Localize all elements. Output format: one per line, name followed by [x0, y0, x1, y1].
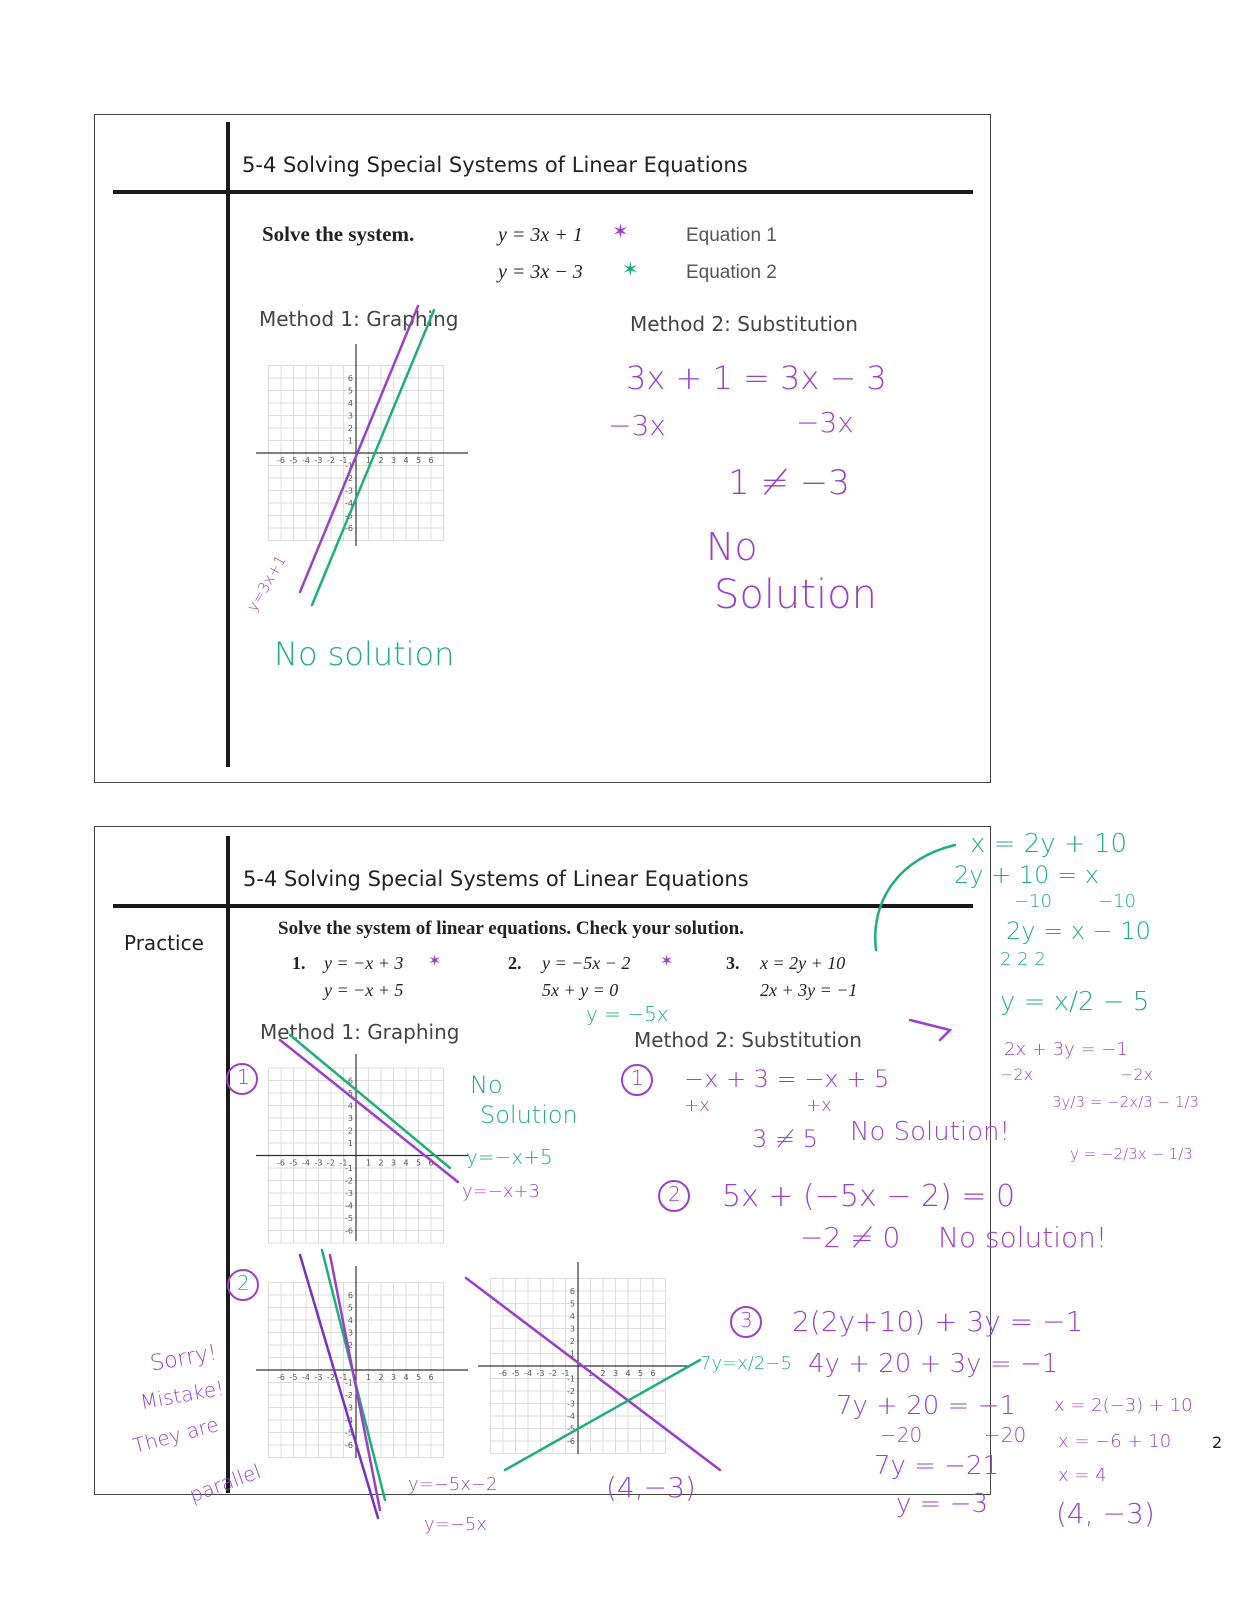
x-tick-label: 2 — [378, 1158, 384, 1168]
sub-answer-line-1: No — [706, 525, 758, 569]
x-tick-label: 3 — [390, 456, 397, 465]
page-number: 2 — [1212, 1433, 1223, 1452]
x-tick-label: -5 — [511, 1369, 520, 1378]
x-tick-label: -1 — [339, 1158, 348, 1168]
coordinate-grid — [252, 1050, 472, 1245]
sub-step-2-right: −3x — [796, 406, 854, 439]
x-tick-label: -3 — [314, 1158, 323, 1168]
x-tick-label: 1 — [365, 456, 372, 465]
problem-1-eq1: y = −x + 3 — [324, 953, 404, 973]
x-tick-label: 6 — [428, 1373, 434, 1382]
method-2-heading-2: Method 2: Substitution — [634, 1028, 862, 1052]
x-tick-label: -4 — [302, 456, 310, 465]
sub3-step-4-left: −20 — [880, 1423, 923, 1447]
sub1-step-2-right: +x — [806, 1095, 832, 1116]
x-tick-label: 4 — [403, 1158, 409, 1168]
problem-2-eq1: y = −5x − 2 — [542, 953, 631, 973]
y-tick-label: -3 — [567, 1399, 575, 1409]
y-tick-label: -6 — [567, 1437, 575, 1446]
margin-step-7: 2x + 3y = −1 — [1004, 1039, 1128, 1060]
equation-2-label: Equation 2 — [686, 262, 777, 283]
margin-step-9: 3y/3 = −2x/3 − 1/3 — [1052, 1093, 1199, 1111]
y-tick-label: 3 — [569, 1324, 575, 1334]
y-tick-label: -3 — [345, 1189, 353, 1198]
y-tick-label: 2 — [347, 1126, 353, 1136]
problem-3-number: 3. — [726, 953, 740, 973]
y-tick-label: 1 — [347, 1139, 353, 1148]
problem-3-eq1: x = 2y + 10 — [760, 953, 846, 973]
y-tick-label: -4 — [567, 1412, 575, 1421]
graph-3-label: 7y=x/2−5 — [700, 1353, 792, 1374]
problem-2-number: 2. — [508, 953, 522, 973]
y-tick-label: 5 — [569, 1299, 575, 1309]
problem-2-rewrite: y = −5x — [586, 1002, 669, 1026]
y-tick-label: 4 — [347, 1101, 353, 1111]
sub-step-1: 3x + 1 = 3x − 3 — [626, 359, 887, 397]
y-tick-label: -1 — [345, 1378, 353, 1388]
circle-3: 3 — [740, 1308, 753, 1332]
sub-step-3: 1 ≠ −3 — [728, 463, 850, 503]
sub-answer-line-2: Solution — [714, 572, 877, 618]
x-step-1: x = 2(−3) + 10 — [1054, 1395, 1193, 1416]
y-tick-label: -6 — [345, 1441, 353, 1450]
margin-step-2: 2y + 10 = x — [954, 861, 1099, 889]
margin-step-3-right: −10 — [1098, 891, 1136, 912]
star-mark-icon: ✶ — [660, 951, 674, 970]
y-tick-label: -5 — [345, 511, 353, 521]
graph-1-label-a: y=−x+5 — [466, 1145, 553, 1169]
y-tick-label: 6 — [347, 1076, 353, 1086]
circle-2: 2 — [237, 1271, 250, 1295]
y-tick-label: -1 — [345, 461, 353, 471]
x-tick-label: -1 — [561, 1369, 570, 1378]
equation-1: y = 3x + 1 — [498, 224, 583, 246]
y-tick-label: -2 — [345, 1176, 353, 1186]
x-tick-label: -5 — [289, 1158, 298, 1168]
problem-3-eq2: 2x + 3y = −1 — [760, 980, 858, 1000]
coordinate-grid — [474, 1258, 694, 1458]
margin-step-8-left: −2x — [1000, 1065, 1034, 1084]
y-tick-label: 3 — [347, 1114, 353, 1123]
x-tick-label: -4 — [302, 1373, 310, 1382]
sub2-step-1: 5x + (−5x − 2) = 0 — [722, 1179, 1016, 1214]
equation-1-label: Equation 1 — [686, 225, 777, 246]
x-tick-label: -6 — [277, 1158, 285, 1168]
sorry-note-4: parallel — [185, 1459, 265, 1508]
margin-step-8-right: −2x — [1120, 1065, 1154, 1084]
problem-1-eq2: y = −x + 5 — [324, 980, 404, 1000]
star-mark-icon: ✶ — [622, 257, 639, 281]
sub-step-2-left: −3x — [608, 409, 666, 442]
slide-1-horizontal-rule — [113, 190, 973, 194]
graph-2-label-a: y=−5x−2 — [408, 1474, 498, 1495]
sub3-step-3: 7y + 20 = −1 — [836, 1391, 1016, 1421]
y-tick-label: 2 — [347, 424, 353, 433]
x-tick-label: -2 — [549, 1369, 557, 1378]
sub1-step-2-left: +x — [684, 1095, 710, 1116]
method-2-heading: Method 2: Substitution — [630, 312, 858, 336]
x-tick-label: -2 — [327, 456, 335, 465]
y-tick-label: 6 — [569, 1287, 575, 1296]
slide-2-horizontal-rule — [113, 904, 973, 908]
circle-1: 1 — [237, 1065, 250, 1089]
x-tick-label: -3 — [536, 1369, 545, 1378]
equation-2: y = 3x − 3 — [498, 261, 583, 283]
y-tick-label: -5 — [345, 1428, 353, 1438]
graph-2-label-b: y=−5x — [424, 1514, 487, 1535]
x-tick-label: -2 — [327, 1373, 335, 1382]
slide-1-prompt: Solve the system. — [262, 222, 415, 246]
x-tick-label: 5 — [415, 1373, 422, 1382]
sorry-note-3: They are — [130, 1412, 222, 1458]
x-tick-label: -6 — [277, 456, 285, 465]
graph-1-answer-2: Solution — [480, 1101, 578, 1129]
x-tick-label: 1 — [587, 1369, 594, 1378]
x-tick-label: 3 — [390, 1373, 397, 1382]
margin-step-4: 2y = x − 10 — [1006, 917, 1151, 945]
x-tick-label: -1 — [339, 1373, 348, 1382]
slide-2-title: 5-4 Solving Special Systems of Linear Equations — [243, 867, 749, 891]
x-tick-label: 5 — [415, 456, 422, 465]
x-tick-label: 4 — [625, 1369, 631, 1378]
x-tick-label: 2 — [378, 456, 384, 465]
sub3-step-5: 7y = −21 — [874, 1451, 1000, 1481]
margin-step-1: x = 2y + 10 — [970, 829, 1128, 859]
y-tick-label: 3 — [347, 1328, 353, 1338]
sorry-note-2: Mistake! — [138, 1375, 226, 1415]
problem-1-number: 1. — [292, 953, 306, 973]
sub2-answer: No solution! — [938, 1221, 1108, 1254]
x-tick-label: -3 — [314, 1373, 323, 1382]
sub2-step-2: −2 ≠ 0 — [800, 1221, 901, 1254]
sub1-answer: No Solution! — [850, 1117, 1010, 1147]
y-tick-label: -2 — [567, 1387, 575, 1396]
y-tick-label: -4 — [345, 1416, 353, 1425]
sorry-note-1: Sorry! — [148, 1340, 219, 1377]
y-tick-label: 6 — [347, 374, 353, 383]
y-tick-label: 2 — [347, 1341, 353, 1350]
x-tick-label: 6 — [650, 1369, 656, 1378]
x-step-2: x = −6 + 10 — [1058, 1431, 1172, 1452]
y-tick-label: -6 — [345, 524, 353, 533]
x-tick-label: 5 — [415, 1158, 422, 1168]
x-tick-label: -5 — [289, 1373, 298, 1382]
x-tick-label: -6 — [499, 1369, 507, 1378]
y-tick-label: 4 — [569, 1312, 575, 1321]
x-tick-label: -6 — [277, 1373, 285, 1382]
y-tick-label: -2 — [345, 474, 353, 483]
x-tick-label: -4 — [524, 1369, 532, 1378]
circle-2b: 2 — [668, 1182, 681, 1206]
y-tick-label: -4 — [345, 499, 353, 508]
y-tick-label: 6 — [347, 1291, 353, 1300]
margin-step-6: y = x/2 − 5 — [1000, 987, 1150, 1017]
y-tick-label: 1 — [347, 1353, 353, 1363]
slide-1-vertical-rule — [226, 122, 230, 767]
graph-1-label-b: y=−x+3 — [462, 1181, 541, 1202]
y-tick-label: 1 — [569, 1349, 575, 1359]
y-tick-label: 4 — [347, 399, 353, 408]
slide-1-title: 5-4 Solving Special Systems of Linear Equations — [242, 153, 748, 177]
x-step-3: x = 4 — [1058, 1465, 1107, 1486]
coordinate-grid — [252, 340, 472, 550]
margin-step-5: 2 2 2 — [1000, 949, 1046, 970]
slide-2-vertical-rule — [226, 836, 230, 1493]
graph-answer: No solution — [274, 635, 455, 673]
y-tick-label: 2 — [569, 1337, 575, 1346]
practice-label: Practice — [124, 931, 204, 955]
x-tick-label: 5 — [637, 1369, 644, 1378]
sub3-step-1: 2(2y+10) + 3y = −1 — [792, 1305, 1084, 1338]
y-tick-label: 1 — [347, 436, 353, 446]
y-tick-label: -2 — [345, 1391, 353, 1400]
problem-2-eq2: 5x + y = 0 — [542, 980, 619, 1000]
method-1-heading: Method 1: Graphing — [259, 307, 459, 331]
method-1-heading-2: Method 1: Graphing — [260, 1020, 460, 1044]
margin-step-10: y = −2/3x − 1/3 — [1070, 1145, 1193, 1163]
x-tick-label: -1 — [339, 456, 348, 465]
x-tick-label: 1 — [365, 1373, 372, 1382]
x-tick-label: -2 — [327, 1158, 335, 1168]
y-tick-label: -6 — [345, 1226, 353, 1236]
y-tick-label: -1 — [567, 1374, 575, 1384]
sub3-step-2: 4y + 20 + 3y = −1 — [808, 1349, 1059, 1379]
coordinate-grid — [252, 1262, 472, 1462]
y-tick-label: -4 — [345, 1201, 353, 1211]
y-tick-label: 5 — [347, 1303, 353, 1313]
graph-3-point: (4,−3) — [606, 1471, 696, 1504]
circle-1b: 1 — [631, 1066, 644, 1090]
x-tick-label: 6 — [428, 1158, 434, 1168]
graph-line-label: y=3x+1 — [243, 551, 290, 615]
y-tick-label: 5 — [347, 1089, 353, 1098]
y-tick-label: -1 — [345, 1164, 353, 1173]
x-tick-label: 4 — [403, 1373, 409, 1382]
x-tick-label: -4 — [302, 1158, 310, 1168]
y-tick-label: -5 — [567, 1424, 575, 1434]
x-tick-label: 3 — [612, 1369, 619, 1378]
x-tick-label: 1 — [365, 1158, 372, 1168]
sub1-step-1: −x + 3 = −x + 5 — [684, 1065, 890, 1093]
x-tick-label: 4 — [403, 456, 409, 465]
star-mark-icon: ✶ — [612, 219, 629, 243]
y-tick-label: 3 — [347, 411, 353, 421]
y-tick-label: -3 — [345, 1403, 353, 1413]
y-tick-label: 4 — [347, 1316, 353, 1325]
x-tick-label: -5 — [289, 456, 298, 465]
x-tick-label: -3 — [314, 456, 323, 465]
sub3-step-4-right: −20 — [984, 1423, 1027, 1447]
sub1-step-3: 3 ≠ 5 — [752, 1125, 818, 1153]
y-tick-label: 5 — [347, 386, 353, 396]
final-answer: (4, −3) — [1056, 1497, 1155, 1530]
x-tick-label: 2 — [378, 1373, 384, 1382]
y-tick-label: -3 — [345, 486, 353, 496]
star-mark-icon: ✶ — [428, 951, 442, 970]
margin-step-3-left: −10 — [1014, 891, 1052, 912]
x-tick-label: 6 — [428, 456, 434, 465]
instructions: Solve the system of linear equations. Check your solution. — [278, 918, 744, 939]
y-tick-label: -5 — [345, 1214, 353, 1223]
x-tick-label: 2 — [600, 1369, 606, 1378]
x-tick-label: 3 — [390, 1158, 397, 1168]
graph-1-answer-1: No — [470, 1071, 503, 1099]
sub3-step-6: y = −3 — [896, 1489, 989, 1519]
